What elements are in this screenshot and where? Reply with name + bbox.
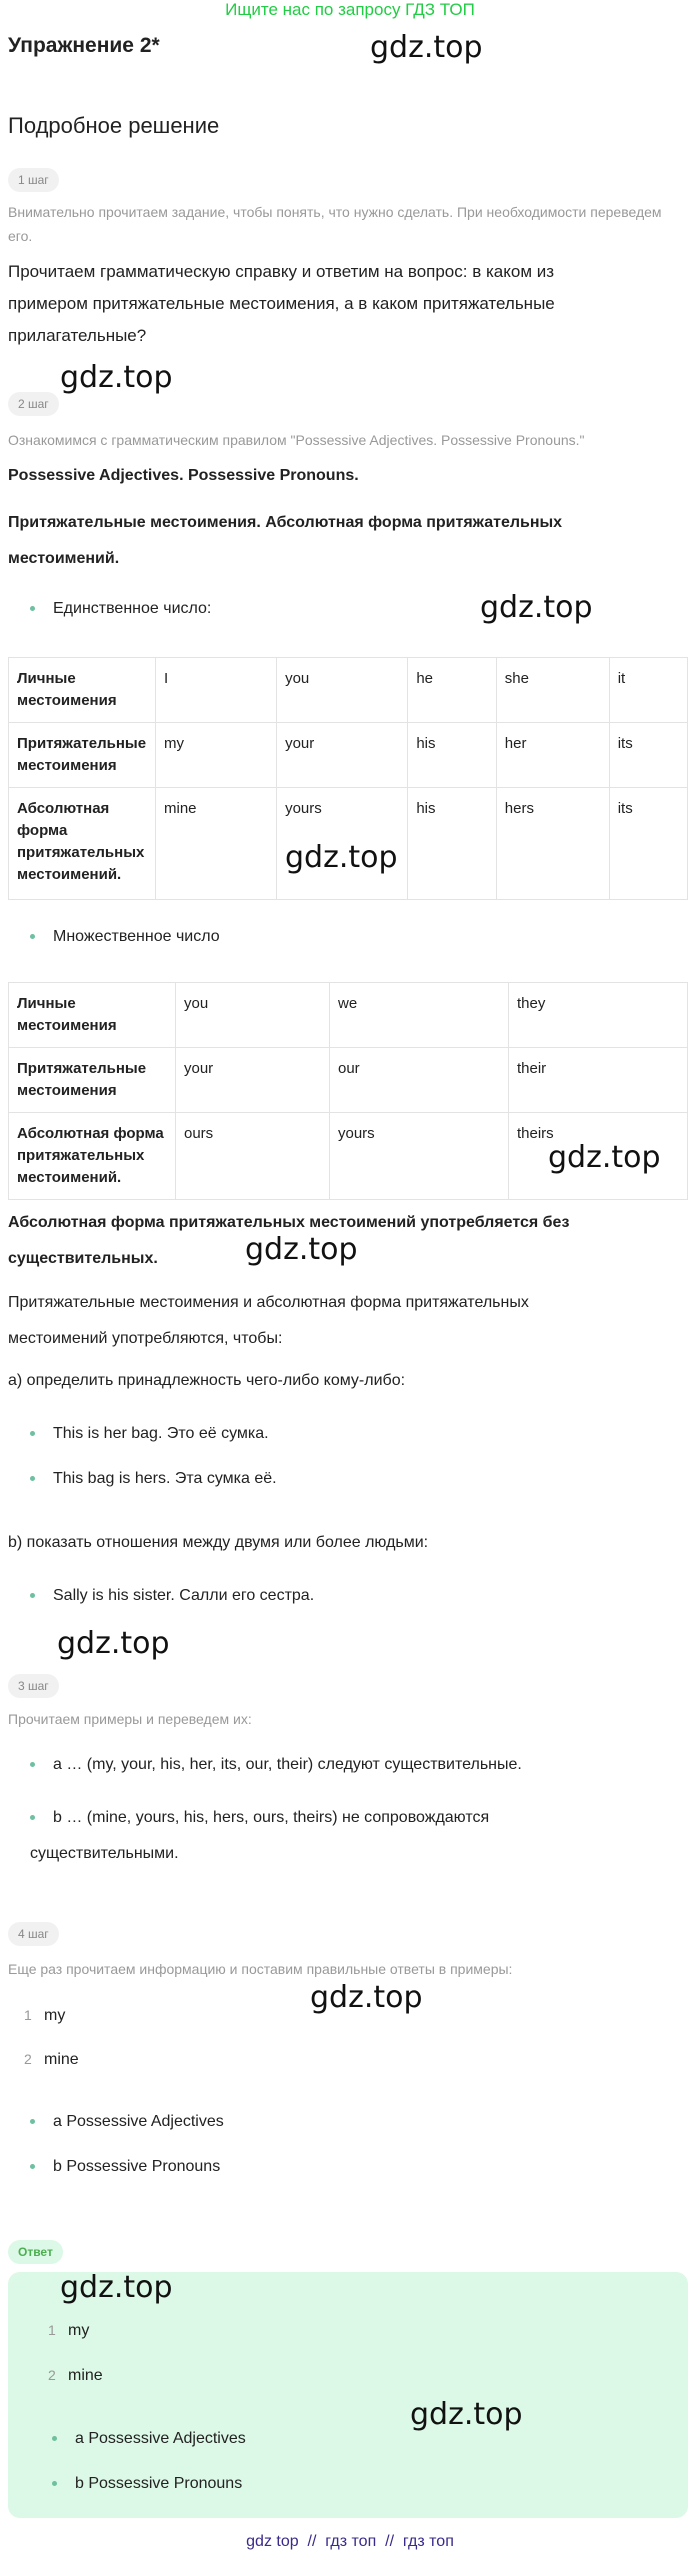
answer-badge: Ответ [8,2240,63,2264]
watermark: gdz.top [310,1980,423,2015]
table-cell: hers [496,788,609,900]
item-number: 2 [24,2051,32,2067]
watermark: gdz.top [548,1140,661,1175]
list-item: This is her bag. Это её сумка. [30,1425,269,1443]
top-search-link[interactable]: Ищите нас по запросу ГДЗ ТОП [225,0,475,19]
table-cell: its [609,723,687,788]
table-cell: Притяжательные местоимения [9,723,156,788]
table-cell: Личные местоимения [9,658,156,723]
table-cell: mine [156,788,277,900]
usage-point-a: а) определить принадлежность чего-либо кому-либо: [8,1372,406,1389]
item-text: my [44,2007,66,2024]
item-number: 2 [48,2367,56,2383]
table-cell: his [408,723,496,788]
item-number: 1 [48,2322,56,2338]
table-cell: I [156,658,277,723]
watermark: gdz.top [60,2270,173,2305]
table-cell: you [176,983,330,1048]
list-item: a Possessive Adjectives [52,2430,246,2448]
rule-text: Абсолютная форма притяжательных местоимений употребляется без существительных. [8,1214,570,1267]
table-cell: your [277,723,408,788]
step-text: Прочитаем грамматическую справку и ответим на вопрос: в каком из примером притяжательные местоимения, а в каком притяжательные прилагательные? [8,262,555,345]
list-item [30,1800,590,1872]
list-item: This bag is hers. Эта сумка её. [30,1470,277,1488]
table-cell: he [408,658,496,723]
table-cell: their [508,1048,687,1113]
step-badge: 4 шаг [8,1922,59,1946]
rule-subheading: Притяжательные местоимения. Абсолютная форма притяжательных местоимений. [8,514,563,567]
page-title: Упражнение 2* [8,34,160,57]
list-item [48,2322,89,2340]
list-item: b Possessive Pronouns [52,2475,242,2493]
list-item: Множественное число [30,928,220,946]
watermark: gdz.top [285,840,398,875]
solution-heading: Подробное решение [8,113,220,138]
item-text: mine [68,2367,103,2384]
table-cell: ours [176,1113,330,1200]
step-note: Ознакомимся с грамматическим правилом "Possessive Adjectives. Possessive Pronouns." [8,432,585,448]
bottom-links[interactable]: gdz top // гдз топ // гдз топ [246,2533,454,2550]
table-cell: his [408,788,496,900]
table-row [9,723,688,788]
rule-heading: Possessive Adjectives. Possessive Pronouns. [8,467,359,484]
table-cell: her [496,723,609,788]
list-item: a … (my, your, his, her, its, our, their) следуют существительные. [30,1756,522,1774]
table-cell: yours [277,788,408,900]
table-row [9,658,688,723]
table-cell: they [508,983,687,1048]
table-cell: its [609,788,687,900]
watermark: gdz.top [370,30,483,65]
list-item: Единственное число: [30,600,211,618]
step-badge: 3 шаг [8,1674,59,1698]
list-item [48,2367,103,2385]
table-cell: it [609,658,687,723]
item-text: my [68,2322,90,2339]
table-cell: my [156,723,277,788]
table-cell: Абсолютная форма притяжательных местоимений. [9,1113,176,1200]
list-item: b Possessive Pronouns [30,2158,220,2176]
table-cell: yours [329,1113,508,1200]
usage-text: Притяжательные местоимения и абсолютная форма притяжательных местоимений употребляются, чтобы: [8,1294,529,1347]
watermark: gdz.top [60,360,173,395]
table-cell: Абсолютная форма притяжательных местоимений. [9,788,156,900]
list-item [24,2051,79,2069]
table-cell: Притяжательные местоимения [9,1048,176,1113]
table-cell: we [329,983,508,1048]
table-cell: you [277,658,408,723]
table-row [9,983,688,1048]
table-cell: theirs [508,1113,687,1200]
list-item: Sally is his sister. Салли его сестра. [30,1587,314,1605]
step-note: Прочитаем примеры и переведем их: [8,1711,252,1727]
list-item-text: b … (mine, yours, his, hers, ours, theirs) не сопровождаются существительными. [30,1809,490,1862]
watermark: gdz.top [57,1626,170,1661]
table-cell: she [496,658,609,723]
list-item: a Possessive Adjectives [30,2113,224,2131]
item-text: mine [44,2051,79,2068]
step-badge: 1 шаг [8,168,59,192]
table-cell: Личные местоимения [9,983,176,1048]
item-number: 1 [24,2007,32,2023]
list-item [24,2007,65,2025]
watermark: gdz.top [410,2397,523,2432]
table-cell: our [329,1048,508,1113]
usage-point-b: b) показать отношения между двумя или более людьми: [8,1534,429,1551]
watermark: gdz.top [480,590,593,625]
table-cell: your [176,1048,330,1113]
step-badge: 2 шаг [8,392,59,416]
step-note: Внимательно прочитаем задание, чтобы понять, что нужно сделать. При необходимости переведем его. [8,204,662,244]
table-row [9,1048,688,1113]
step-note: Еще раз прочитаем информацию и поставим правильные ответы в примеры: [8,1961,513,1977]
watermark: gdz.top [245,1232,358,1267]
